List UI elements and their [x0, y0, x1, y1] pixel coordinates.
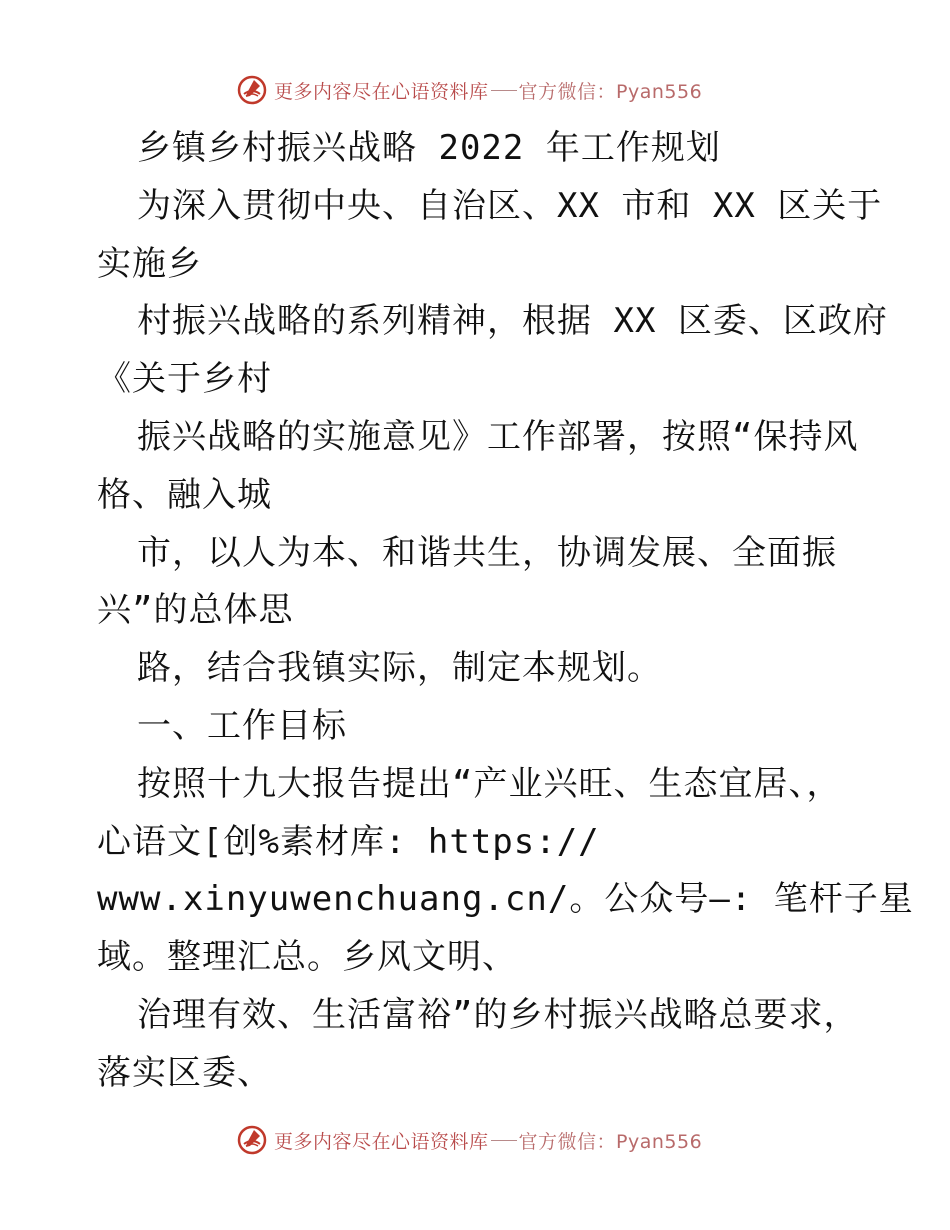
watermark-divider	[491, 1140, 517, 1141]
paragraph-line: 域。整理汇总。乡风文明、	[97, 937, 517, 978]
paragraph-line: 村振兴战略的系列精神，根据 XX 区委、区政府	[137, 301, 888, 342]
book-pen-logo-icon	[236, 1124, 268, 1156]
paragraph-line: 按照十九大报告提出“产业兴旺、生态宜居、，	[137, 763, 842, 804]
paragraph-line: 为深入贯彻中央、自治区、XX 市和 XX 区关于	[137, 185, 883, 226]
header-watermark	[236, 72, 702, 108]
paragraph-line: 实施乡	[97, 243, 202, 284]
section-heading: 一、工作目标	[137, 705, 347, 746]
document-title: 乡镇乡村振兴战略 2022 年工作规划	[137, 128, 721, 168]
document-body	[97, 120, 914, 1103]
watermark-contact: 官方微信：Pyan556	[518, 80, 703, 103]
paragraph-line: 格、融入城	[97, 474, 272, 515]
paragraph-line: 治理有效、生活富裕”的乡村振兴战略总要求，	[137, 994, 859, 1035]
watermark-divider	[491, 90, 517, 91]
watermark-text: 更多内容尽在心语资料库	[274, 80, 489, 103]
paragraph-line: 市，以人为本、和谐共生，协调发展、全面振	[137, 532, 837, 573]
paragraph-line: 路，结合我镇实际，制定本规划。	[137, 648, 662, 689]
footer-watermark	[236, 1122, 702, 1158]
paragraph-line: 兴”的总体思	[97, 590, 294, 631]
paragraph-line: 心语文[创%素材库: https://	[97, 821, 600, 862]
paragraph-line: 振兴战略的实施意见》工作部署，按照“保持风	[137, 416, 859, 457]
paragraph-line: www.xinyuwenchuang.cn/。公众号—: 笔杆子星	[97, 879, 914, 920]
book-pen-logo-icon	[236, 74, 268, 106]
watermark-text: 更多内容尽在心语资料库	[274, 1130, 489, 1153]
paragraph-line: 《关于乡村	[97, 359, 272, 400]
paragraph-line: 落实区委、	[97, 1052, 272, 1093]
watermark-contact: 官方微信：Pyan556	[518, 1130, 703, 1153]
